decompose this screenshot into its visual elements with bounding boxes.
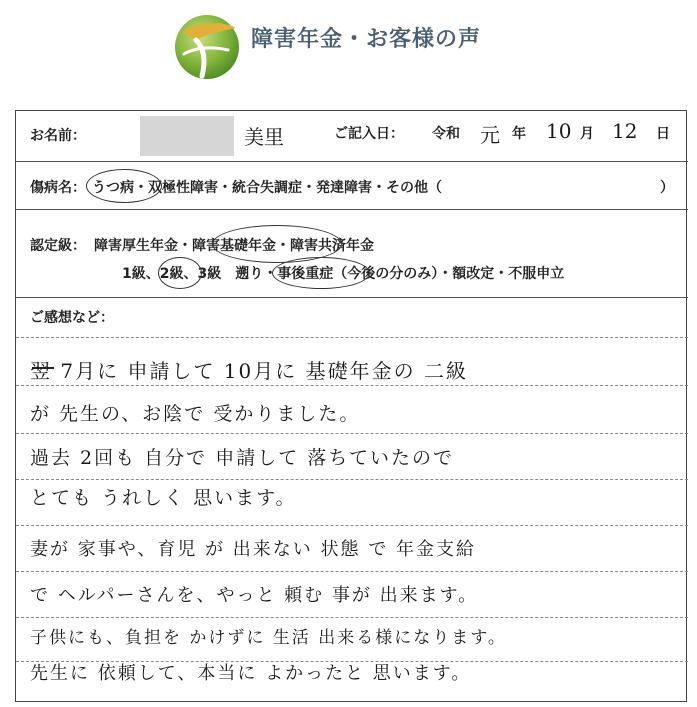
ruled-line (16, 525, 688, 526)
selection-circle-grade-2 (158, 257, 202, 289)
divider (16, 297, 688, 298)
impression-line-8: 先生に 依頼して、本当に よかったと 思います。 (30, 663, 472, 684)
impression-line-4: とても うれしく 思います。 (30, 487, 297, 509)
logo-icon (174, 14, 240, 80)
page-header (0, 0, 697, 92)
testimonial-form (15, 110, 687, 702)
name-value: 美里 (244, 125, 284, 149)
divider (16, 161, 688, 162)
impression-line-1: 翌 7月に 申請して 10月に 基礎年金の 二級 (30, 359, 468, 383)
impression-line-3: 過去 2回も 自分で 申請して 落ちていたので (30, 447, 455, 469)
impression-line-5: 妻が 家事や、育児 が 出来ない 状態 で 年金支給 (30, 539, 476, 560)
disease-options: うつ病・双極性障害・統合失調症・発達障害・その他（ (92, 180, 442, 196)
ruled-line (16, 571, 688, 572)
impression-line-7: 子供にも、負担を かけずに 生活 出来る様になります。 (30, 628, 507, 648)
entry-date-month-value: 10 (546, 119, 572, 143)
certification-pensions: 障害厚生年金・障害基礎年金・障害共済年金 (94, 238, 374, 254)
entry-date-day-unit: 日 (656, 126, 670, 142)
page-title: 障害年金・お客様の声 (251, 27, 482, 52)
ruled-line (16, 385, 688, 386)
entry-date-year-unit: 年 (512, 126, 526, 142)
entry-date-month-unit: 月 (580, 126, 594, 142)
name-label: お名前： (30, 128, 86, 144)
divider (16, 209, 688, 210)
entry-date-label: ご記入日： (334, 126, 404, 142)
selection-circle-retroactive (272, 257, 370, 289)
impressions-label: ご感想など： (30, 310, 114, 326)
entry-date-day-value: 12 (612, 119, 638, 143)
ruled-line (16, 433, 688, 434)
ruled-line (16, 617, 688, 618)
name-redaction (140, 116, 234, 156)
ruled-line (16, 337, 688, 338)
disease-label: 傷病名： (30, 180, 86, 196)
selection-circle-depression (86, 169, 162, 203)
impression-line-6: で ヘルパーさんを、やっと 頼む 事が 出来ます。 (30, 585, 479, 606)
ruled-line (16, 479, 688, 480)
strikeout-mark (32, 367, 54, 369)
disease-close-paren: ） (660, 180, 674, 196)
impression-line-2: が 先生の、お陰で 受かりました。 (30, 403, 361, 425)
certification-label: 認定級： (30, 238, 86, 254)
entry-date-year-value: 元 (480, 123, 500, 147)
certification-grades: 1級、2級、3級 遡り・事後重症（今後の分のみ）・額改定・不服申立 (122, 266, 565, 282)
entry-date-era: 令和 (432, 126, 460, 142)
